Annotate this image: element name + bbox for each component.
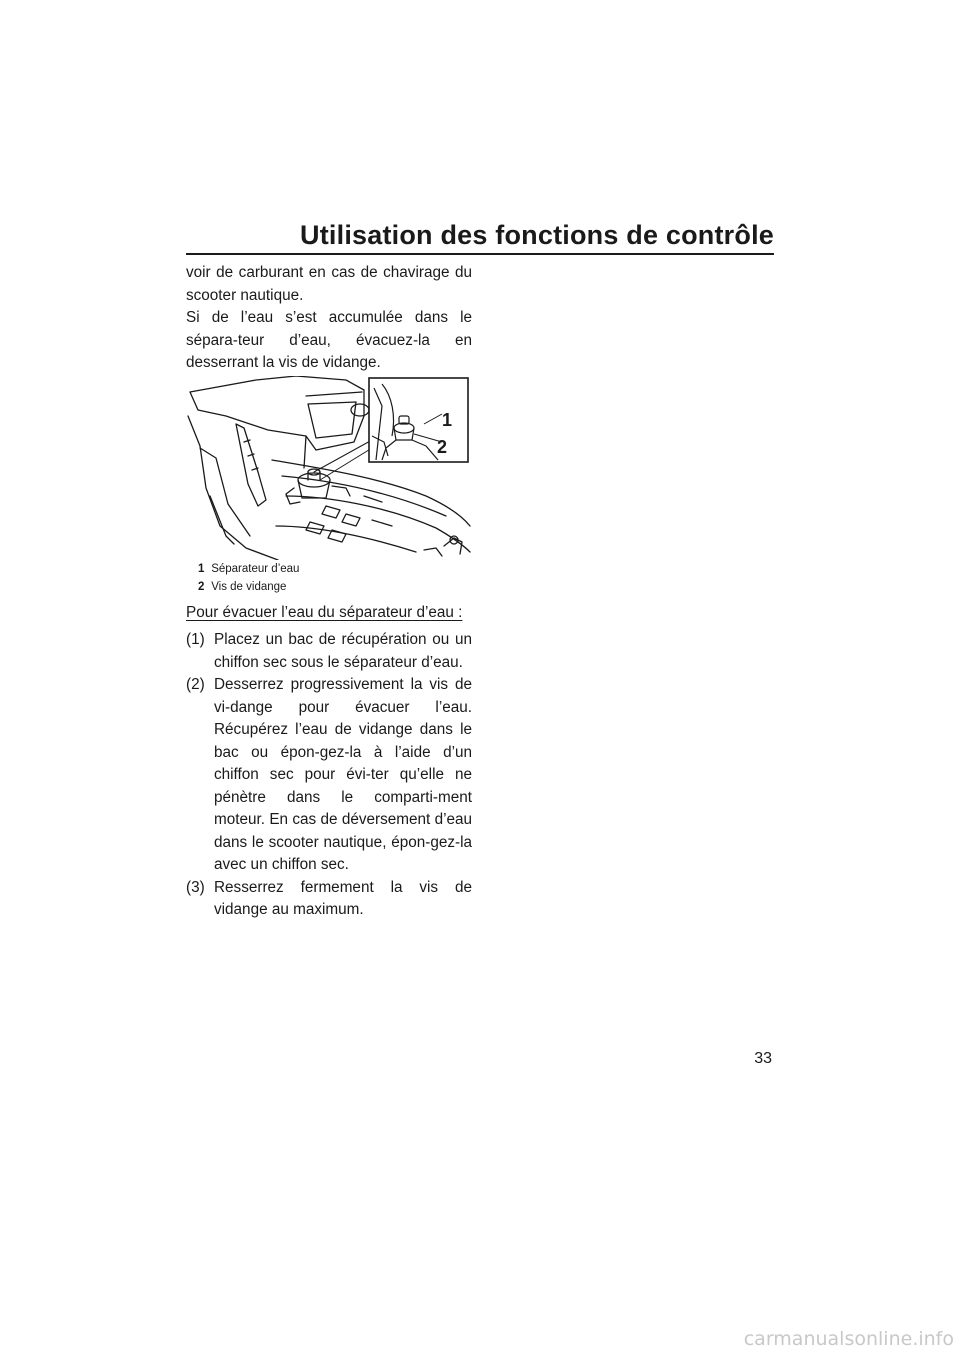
caption-item bbox=[198, 560, 299, 578]
intro-text bbox=[186, 262, 472, 375]
caption-text: Séparateur d’eau bbox=[211, 563, 300, 575]
step-number: (1) bbox=[186, 631, 205, 648]
caption-item bbox=[198, 578, 299, 596]
procedure-title: Pour évacuer l’eau du séparateur d’eau : bbox=[186, 604, 463, 621]
page-number: 33 bbox=[754, 1050, 772, 1067]
watermark: carmanualsonline.info bbox=[743, 1328, 954, 1350]
callout-2: 2 bbox=[437, 437, 448, 457]
page-title: Utilisation des fonctions de contrôle bbox=[300, 220, 774, 250]
intro-paragraph-1: voir de carburant en cas de chavirage du scooter nautique. bbox=[186, 264, 472, 304]
caption-text: Vis de vidange bbox=[211, 581, 287, 593]
caption-number: 2 bbox=[198, 581, 205, 593]
step-number: (3) bbox=[186, 878, 205, 896]
step-text: Desserrez progressivement la vis de vi-dange pour évacuer l’eau. Récupérez l’eau de vidange dans le bac ou épon-gez-la à l’aide d’un chiffon sec pour évi-ter qu’elle ne pénètre dans le comparti-ment moteur. En cas de déversement d’eau dans le scooter nautique, épon-gez-la avec un chiffon sec. bbox=[214, 676, 472, 873]
procedure-steps bbox=[186, 629, 472, 922]
caption-number: 1 bbox=[198, 563, 205, 575]
water-separator-illustration bbox=[186, 376, 472, 560]
step-text: Placez un bac de récupération ou un chiffon sec sous le séparateur d’eau. bbox=[214, 631, 472, 671]
procedure-step bbox=[186, 674, 472, 877]
procedure-step bbox=[186, 877, 472, 922]
callout-1: 1 bbox=[442, 410, 453, 430]
step-text: Resserrez fermement la vis de vidange au maximum. bbox=[214, 878, 472, 918]
figure-caption bbox=[198, 560, 299, 596]
step-number: (2) bbox=[186, 676, 205, 693]
intro-paragraph-2: Si de l’eau s’est accumulée dans le sépara-teur d’eau, évacuez-la en desserrant la vis de vidange. bbox=[186, 309, 472, 371]
header-rule bbox=[186, 253, 774, 255]
procedure-step bbox=[186, 629, 472, 674]
